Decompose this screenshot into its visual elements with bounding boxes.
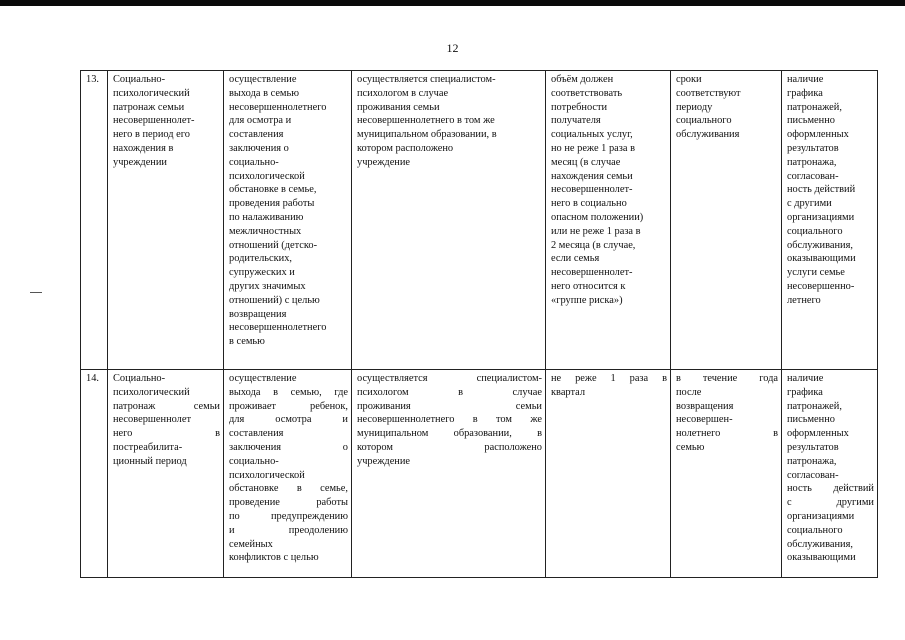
service-quality-cell — [782, 71, 878, 370]
cell-text-line: результатов — [787, 441, 839, 453]
cell-text-line: в семью — [229, 336, 265, 348]
cell-text-line: периоду — [676, 101, 713, 113]
cell-text-line: него в — [113, 428, 220, 440]
cell-text-line: заключения о — [229, 142, 289, 154]
cell-text-line: составления — [229, 428, 284, 440]
cell-text-line: письменно — [787, 115, 835, 127]
cell-text-line: месяц (в случае — [551, 156, 621, 168]
cell-text-line: оказывающими — [787, 253, 856, 265]
cell-text-line: несовершеннолет- — [551, 267, 633, 279]
cell-text-line: с другими — [787, 497, 874, 509]
cell-text-line: возвращения — [676, 400, 734, 412]
row-number-cell — [81, 71, 108, 370]
cell-text-line: психологической — [229, 170, 305, 182]
cell-text-line: родительских, — [229, 253, 293, 265]
cell-text-line: учреждении — [113, 156, 167, 168]
cell-text-line: обслуживания, — [787, 239, 853, 251]
cell-text-line: квартал — [551, 386, 586, 398]
cell-text-line: несовершен- — [676, 414, 733, 426]
cell-text-line: патронаж семьи — [113, 400, 220, 412]
cell-text-line: сроки — [676, 74, 702, 85]
cell-text-line: социально- — [229, 455, 279, 467]
cell-text-line: соответствовать — [551, 87, 623, 99]
cell-text-line: психологический — [113, 87, 190, 99]
cell-text-line: социально- — [229, 156, 279, 168]
cell-text-line: графика — [787, 386, 823, 398]
service-volume-cell — [546, 71, 671, 370]
cell-text-line: нолетнего в — [676, 428, 778, 440]
row-number: 13. — [86, 74, 99, 85]
cell-text-line: отношений (детско- — [229, 239, 318, 251]
cell-text-line: несовершенно- — [787, 280, 855, 292]
cell-text-line: письменно — [787, 414, 835, 426]
service-terms-cell — [671, 370, 782, 578]
cell-text-line: постреабилита- — [113, 441, 183, 453]
cell-text-line: но не реже 1 раза в — [551, 142, 636, 154]
cell-text-line: других значимых — [229, 280, 306, 292]
cell-text-line: ционный период — [113, 455, 187, 467]
page-number: 12 — [446, 41, 459, 55]
cell-text-line: муниципальном образовании, в — [357, 428, 542, 440]
cell-text-line: опасном положении) — [551, 211, 644, 223]
cell-text-line: психологом в случае — [357, 87, 449, 99]
cell-text-line: несовершеннолет- — [113, 115, 195, 127]
cell-text-line: конфликтов с целью — [229, 552, 319, 564]
cell-text-line: проживания семьи — [357, 101, 440, 113]
cell-text-line: супружеских и — [229, 267, 295, 279]
cell-text-line: составления — [229, 129, 284, 141]
cell-text-line: ность действий — [787, 483, 874, 495]
cell-text-line: проведение работы — [229, 497, 348, 509]
cell-text-line: летнего — [787, 294, 821, 306]
cell-text-line: выхода в семью — [229, 87, 300, 99]
top-scan-border — [0, 0, 905, 6]
cell-text-line: если семья — [551, 253, 600, 265]
cell-text-line: обслуживания, — [787, 538, 853, 550]
table-row — [81, 71, 878, 370]
cell-text-line: наличие — [787, 74, 824, 85]
cell-text-line: 2 месяца (в случае, — [551, 239, 636, 251]
cell-text-line: осуществляется специалистом- — [357, 373, 542, 384]
cell-text-line: несовершеннолетнего в том же — [357, 115, 495, 127]
cell-text-line: отношений) с целью — [229, 294, 320, 306]
cell-text-line: учреждение — [357, 455, 411, 467]
cell-text-line: обстановке в семье, — [229, 483, 348, 495]
cell-text-line: патронажей, — [787, 400, 842, 412]
cell-text-line: выхода в семью, где — [229, 386, 348, 398]
cell-text-line: несовершеннолетнего — [229, 101, 327, 113]
cell-text-line: нахождения в — [113, 142, 174, 154]
cell-text-line: межличностных — [229, 225, 302, 237]
cell-text-line: котором расположено — [357, 441, 542, 453]
cell-text-line: оформленных — [787, 428, 849, 440]
scan-mark — [30, 292, 42, 293]
cell-text-line: с другими — [787, 198, 832, 210]
cell-text-line: заключения о — [229, 441, 348, 453]
cell-text-line: наличие — [787, 373, 824, 384]
table-row — [81, 370, 878, 578]
cell-text-line: по налаживанию — [229, 211, 304, 223]
cell-text-line: котором расположено — [357, 142, 454, 154]
cell-text-line: несовершеннолет- — [551, 184, 633, 196]
cell-text-line: графика — [787, 87, 823, 99]
cell-text-line: организациями — [787, 211, 855, 223]
cell-text-line: объём должен — [551, 74, 614, 85]
cell-text-line: Социально- — [113, 373, 166, 384]
row-number: 14. — [86, 373, 99, 384]
cell-text-line: потребности — [551, 101, 608, 113]
row-number-cell — [81, 370, 108, 578]
cell-text-line: семейных — [229, 538, 273, 550]
cell-text-line: социального — [676, 115, 732, 127]
cell-text-line: Социально- — [113, 74, 166, 85]
cell-text-line: проживания семьи — [357, 400, 542, 412]
cell-text-line: несовершеннолетнего в том же — [357, 414, 542, 426]
cell-text-line: согласован- — [787, 170, 839, 182]
service-description-cell — [224, 370, 352, 578]
cell-text-line: осуществление — [229, 373, 297, 384]
cell-text-line: патронажа, — [787, 156, 837, 168]
service-terms-cell — [671, 71, 782, 370]
cell-text-line: проведения работы — [229, 198, 315, 210]
cell-text-line: получателя — [551, 115, 601, 127]
cell-text-line: согласован- — [787, 469, 839, 481]
cell-text-line: в течение года — [676, 373, 778, 384]
cell-text-line: обслуживания — [676, 129, 740, 141]
service-name-cell — [108, 71, 224, 370]
cell-text-line: социальных услуг, — [551, 129, 633, 141]
cell-text-line: по предупреждению — [229, 510, 348, 522]
cell-text-line: семью — [676, 441, 705, 453]
cell-text-line: патронажей, — [787, 101, 842, 113]
service-volume-cell — [546, 370, 671, 578]
cell-text-line: оформленных — [787, 129, 849, 141]
cell-text-line: патронажа, — [787, 455, 837, 467]
cell-text-line: для осмотра и — [229, 115, 292, 127]
cell-text-line: осуществляется специалистом- — [357, 74, 496, 85]
cell-text-line: возвращения — [229, 308, 287, 320]
services-table — [80, 70, 878, 578]
service-description-cell — [224, 71, 352, 370]
cell-text-line: учреждение — [357, 156, 411, 168]
cell-text-line: него относится к — [551, 280, 626, 292]
cell-text-line: психологический — [113, 386, 190, 398]
cell-text-line: социального — [787, 225, 843, 237]
cell-text-line: соответствуют — [676, 87, 741, 99]
cell-text-line: осуществление — [229, 74, 297, 85]
cell-text-line: обстановке в семье, — [229, 184, 317, 196]
cell-text-line: оказывающими — [787, 552, 856, 564]
service-conditions-cell — [352, 370, 546, 578]
cell-text-line: муниципальном образовании, в — [357, 129, 497, 141]
service-quality-cell — [782, 370, 878, 578]
cell-text-line: или не реже 1 раза в — [551, 225, 641, 237]
cell-text-line: него в период его — [113, 129, 190, 141]
cell-text-line: психологом в случае — [357, 386, 542, 398]
cell-text-line: результатов — [787, 142, 839, 154]
cell-text-line: нахождения семьи — [551, 170, 633, 182]
cell-text-line: социального — [787, 524, 843, 536]
cell-text-line: несовершеннолет — [113, 414, 192, 426]
cell-text-line: после — [676, 386, 702, 398]
cell-text-line: услуги семье — [787, 267, 845, 279]
cell-text-line: несовершеннолетнего — [229, 322, 327, 334]
cell-text-line: не реже 1 раза в — [551, 373, 667, 384]
cell-text-line: «группе риска») — [551, 294, 623, 306]
cell-text-line: патронаж семьи — [113, 101, 185, 113]
cell-text-line: организациями — [787, 510, 855, 522]
service-name-cell — [108, 370, 224, 578]
cell-text-line: него в социально — [551, 198, 627, 210]
cell-text-line: проживает ребенок, — [229, 400, 348, 412]
cell-text-line: и преодолению — [229, 524, 348, 536]
cell-text-line: для осмотра и — [229, 414, 348, 426]
cell-text-line: психологической — [229, 469, 305, 481]
cell-text-line: ность действий — [787, 184, 856, 196]
service-conditions-cell — [352, 71, 546, 370]
